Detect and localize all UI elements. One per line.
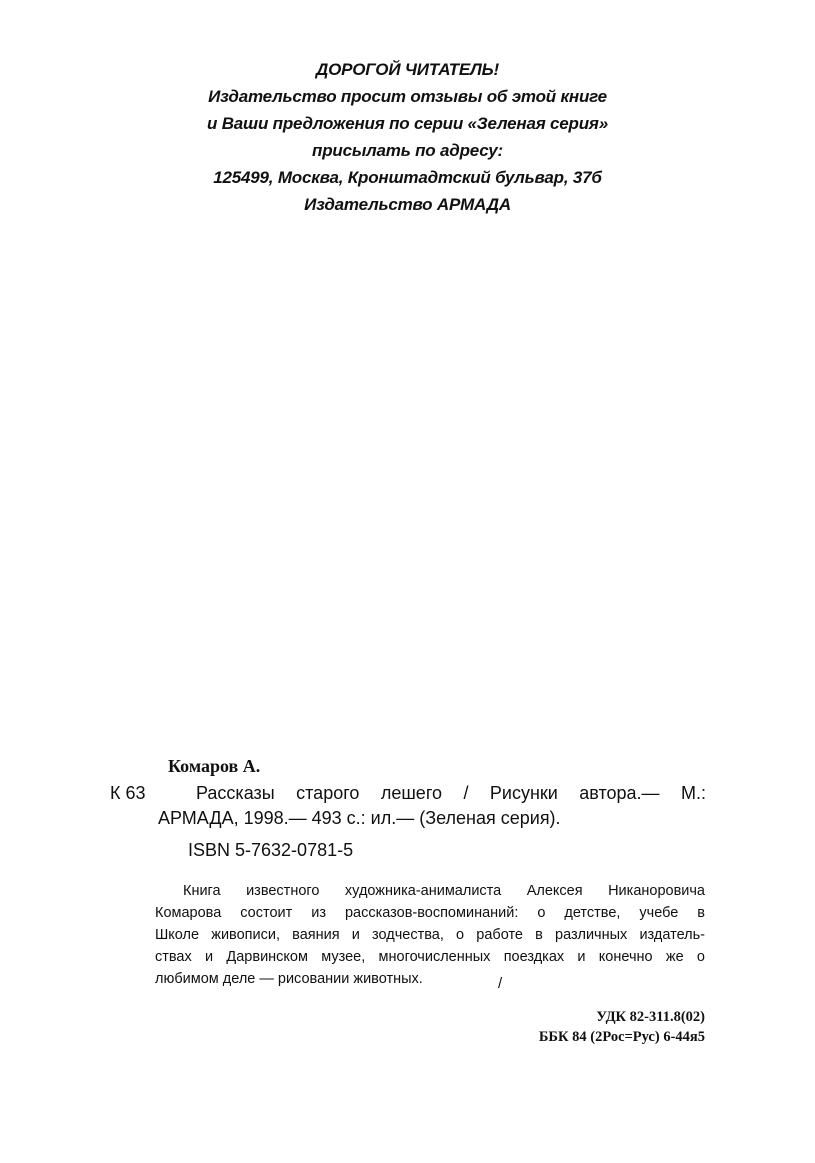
notice-heading: ДОРОГОЙ ЧИТАТЕЛЬ! xyxy=(316,60,499,79)
bbk-code: ББК 84 (2Рос=Рус) 6-44я5 xyxy=(538,1029,705,1045)
classification-codes xyxy=(539,1007,705,1047)
bibliographic-description: Рассказы старого лешего / Рисунки автора.— М.: xyxy=(196,783,706,803)
annotation-line: Школе живописи, ваяния и зодчества, о работе в различных издатель- xyxy=(155,927,705,943)
notice-line: и Ваши предложения по серии «Зеленая серия» xyxy=(207,114,608,133)
annotation-line: любимом деле — рисовании животных. xyxy=(155,971,423,987)
isbn: ISBN 5-7632-0781-5 xyxy=(188,840,354,860)
udk-code: УДК 82-311.8(02) xyxy=(596,1009,705,1025)
annotation-line: Книга известного художника-анималиста Алексея Никаноровича xyxy=(183,883,705,899)
notice-line: Издательство просит отзывы об этой книге xyxy=(208,87,607,106)
publisher-name: Издательство АРМАДА xyxy=(304,195,511,214)
bibliographic-description-cont: АРМАДА, 1998.— 493 с.: ил.— (Зеленая серия). xyxy=(158,808,561,828)
notice-line: присылать по адресу: xyxy=(312,141,503,160)
publisher-address: 125499, Москва, Кронштадтский бульвар, 37б xyxy=(213,168,602,187)
annotation-line: Комарова состоит из рассказов-воспоминаний: о детстве, учебе в xyxy=(155,905,705,921)
index-code: К 63 xyxy=(110,783,146,803)
annotation-line: ствах и Дарвинском музее, многочисленных поездках и конечно же о xyxy=(155,949,705,965)
pen-mark: / xyxy=(498,975,503,992)
annotation xyxy=(155,880,705,990)
author-name: Комаров А. xyxy=(168,756,261,776)
